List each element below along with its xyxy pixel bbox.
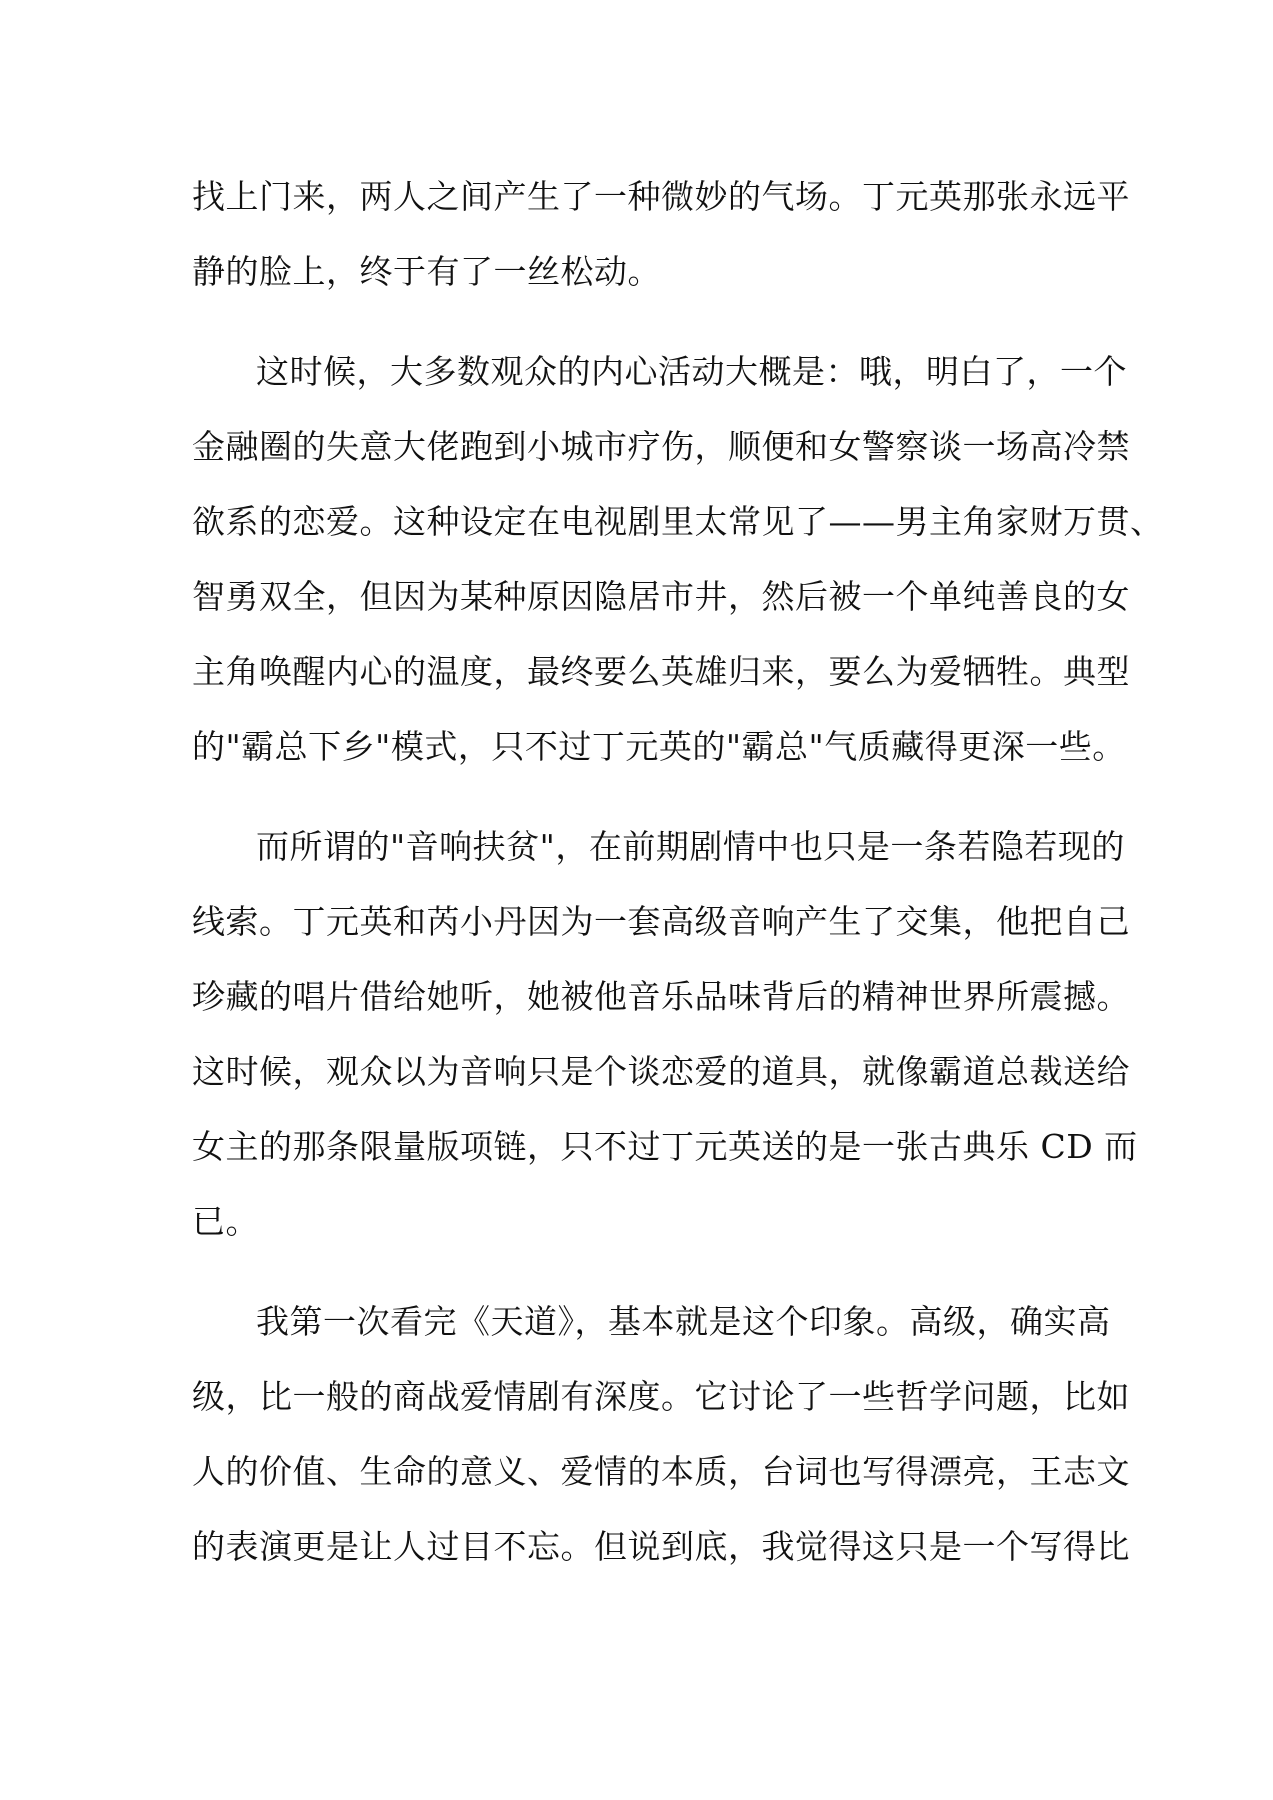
paragraph-3-line-6: 已。 bbox=[192, 1202, 259, 1241]
paragraph-2-line-5: 主角唤醒内心的温度，最终要么英雄归来，要么为爱牺牲。典型 bbox=[192, 652, 1130, 691]
paragraph-1-line-2: 静的脸上，终于有了一丝松动。 bbox=[192, 252, 661, 291]
paragraph-2-line-6: 的"霸总下乡"模式，只不过丁元英的"霸总"气质藏得更深一些。 bbox=[192, 727, 1126, 766]
paragraph-3-line-4: 这时候，观众以为音响只是个谈恋爱的道具，就像霸道总裁送给 bbox=[192, 1052, 1130, 1091]
paragraph-1-line-1: 找上门来，两人之间产生了一种微妙的气场。丁元英那张永远平 bbox=[192, 177, 1130, 216]
paragraph-2-line-3: 欲系的恋爱。这种设定在电视剧里太常见了——男主角家财万贯、 bbox=[192, 502, 1164, 541]
paragraph-2-line-4: 智勇双全，但因为某种原因隐居市井，然后被一个单纯善良的女 bbox=[192, 577, 1130, 616]
paragraph-3-line-1: 而所谓的"音响扶贫"，在前期剧情中也只是一条若隐若现的 bbox=[256, 827, 1125, 866]
paragraph-2-line-2: 金融圈的失意大佬跑到小城市疗伤，顺便和女警察谈一场高冷禁 bbox=[192, 427, 1130, 466]
paragraph-3-line-3: 珍藏的唱片借给她听，她被他音乐品味背后的精神世界所震撼。 bbox=[192, 977, 1130, 1016]
paragraph-4-line-2: 级，比一般的商战爱情剧有深度。它讨论了一些哲学问题，比如 bbox=[192, 1377, 1130, 1416]
paragraph-4-line-1: 我第一次看完《天道》，基本就是这个印象。高级，确实高 bbox=[256, 1302, 1111, 1341]
paragraph-3-line-2: 线索。丁元英和芮小丹因为一套高级音响产生了交集，他把自己 bbox=[192, 902, 1130, 941]
paragraph-4-line-4: 的表演更是让人过目不忘。但说到底，我觉得这只是一个写得比 bbox=[192, 1527, 1130, 1566]
paragraph-2-line-1: 这时候，大多数观众的内心活动大概是：哦，明白了，一个 bbox=[256, 352, 1127, 391]
paragraph-4-line-3: 人的价值、生命的意义、爱情的本质，台词也写得漂亮，王志文 bbox=[192, 1452, 1130, 1491]
paragraph-3-line-5: 女主的那条限量版项链，只不过丁元英送的是一张古典乐 CD 而 bbox=[192, 1127, 1138, 1166]
